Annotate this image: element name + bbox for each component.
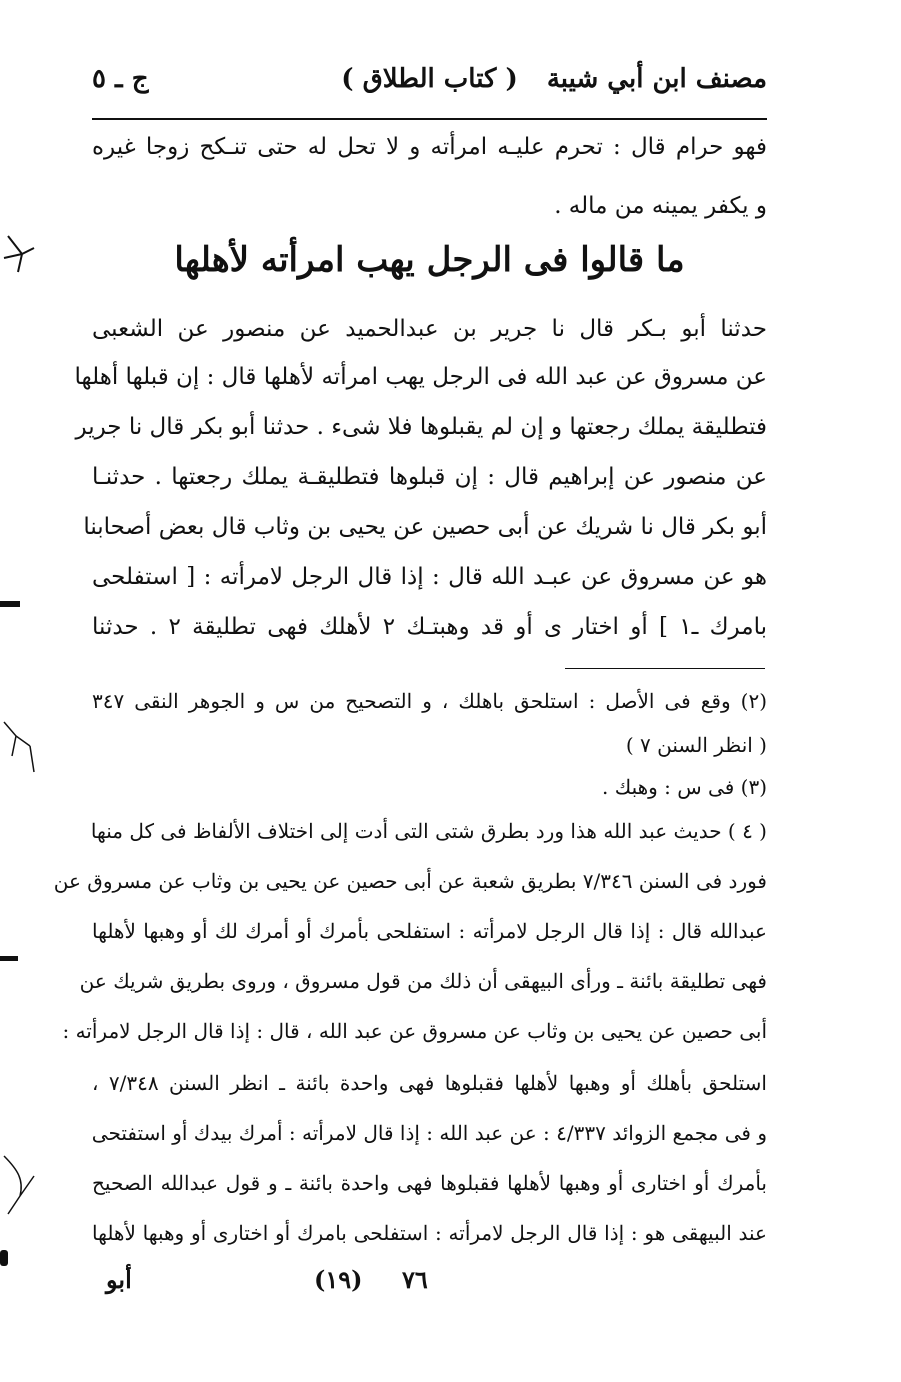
chapter-title: ما قالوا فى الرجل يهب امرأته لأهلها: [174, 240, 685, 280]
catchword: أبو: [106, 1265, 132, 1294]
text-line: بامرك ـ١ ] أو اختار ى أو قد وهبتـك ٢ لأهلك فهى تطليقة ٢ . حدثنا: [92, 614, 767, 640]
text-line: عن منصور عن إبراهيم قال : إن قبلوها فتطليقـة يملك رجعتها . حدثنـا: [92, 464, 767, 490]
footnote-line: استلحق بأهلك أو وهبها لأهلها فقبلوها فهى واحدة بائنة ـ انظر السنن ٧/٣٤٨ ،: [92, 1071, 767, 1095]
volume-label: ج ـ ٥: [92, 64, 149, 94]
scan-artifact-mark: [0, 1250, 8, 1266]
footnote-line: عبدالله قال : إذا قال الرجل لامرأته : استفلحى بأمرك أو أمرك لك أو وهبها لأهلها: [92, 919, 767, 943]
footnote-line: بأمرك أو اختارى أو وهبها لأهلها فقبلوها فهى واحدة بائنة ـ و قول عبدالله الصحيح: [92, 1171, 767, 1195]
footnote-line: (٣) فى س : وهبك .: [602, 775, 767, 799]
footnote-separator: [565, 668, 765, 669]
footnote-line: ( ٤ ) حديث عبد الله هذا ورد بطرق شتى التى أدت إلى اختلاف الألفاظ فى كل منها: [90, 819, 767, 843]
scan-artifact-icon: [0, 228, 40, 278]
text-line: فتطليقة يملك رجعتها و إن لم يقبلوها فلا شىء . حدثنا أبو بكر قال نا جرير: [75, 414, 767, 440]
footnote-line: أبى حصين عن يحيى بن وثاب عن مسروق عن عبد الله ، قال : إذا قال الرجل لامرأته :: [62, 1019, 767, 1043]
text-line: و يكفر يمينه من ماله .: [554, 193, 767, 219]
page-footer: [92, 1265, 767, 1305]
running-header: [92, 64, 767, 114]
footnote-line: و فى مجمع الزوائد ٤/٣٣٧ : عن عبد الله : إذا قال لامرأته : أمرك بيدك أو استفتحى: [91, 1121, 767, 1145]
text-line: هو عن مسروق عن عبـد الله قال : إذا قال الرجل لامرأته : [ استفلحى: [92, 564, 767, 590]
section-title: ( كتاب الطلاق ): [341, 64, 518, 94]
scan-artifact-icon: [0, 1150, 40, 1220]
scan-artifact-icon: [0, 716, 40, 776]
footnote-line: ( انظر السنن ٧ ): [625, 733, 767, 757]
text-line: عن مسروق عن عبد الله فى الرجل يهب امرأته لأهلها قال : إن قبلها أهلها: [74, 364, 767, 390]
scan-artifact-mark: [0, 956, 18, 961]
signature-mark: (١٩): [314, 1265, 363, 1294]
footnote-line: (٢) وقع فى الأصل : استلحق باهلك ، و التصحيح من س و الجوهر النقى ٣٤٧: [92, 689, 767, 713]
footnote-line: فورد فى السنن ٧/٣٤٦ بطريق شعبة عن أبى حصين عن يحيى بن وثاب عن مسروق عن: [53, 869, 767, 893]
text-line: حدثنا أبو بـكر قال نا جرير بن عبدالحميد عن منصور عن الشعبى: [92, 316, 767, 342]
book-title: مصنف ابن أبي شيبة: [546, 64, 767, 94]
scan-artifact-mark: [0, 601, 20, 607]
footnote-line: فهى تطليقة بائنة ـ ورأى البيهقى أن ذلك من قول مسروق ، وروى بطريق شريك عن: [79, 969, 767, 993]
page-number: ٧٦: [402, 1265, 428, 1294]
header-rule: [92, 118, 767, 120]
text-line: أبو بكر قال نا شريك عن أبى حصين عن يحيى بن وثاب قال بعض أصحابنا: [83, 514, 767, 540]
text-line: فهو حرام قال : تحرم عليـه امرأته و لا تحل له حتى تنـكح زوجا غيره: [92, 134, 767, 160]
footnote-line: عند البيهقى هو : إذا قال الرجل لامرأته : استفلحى بامرك أو اختارى أو وهبها لأهلها: [92, 1221, 767, 1245]
